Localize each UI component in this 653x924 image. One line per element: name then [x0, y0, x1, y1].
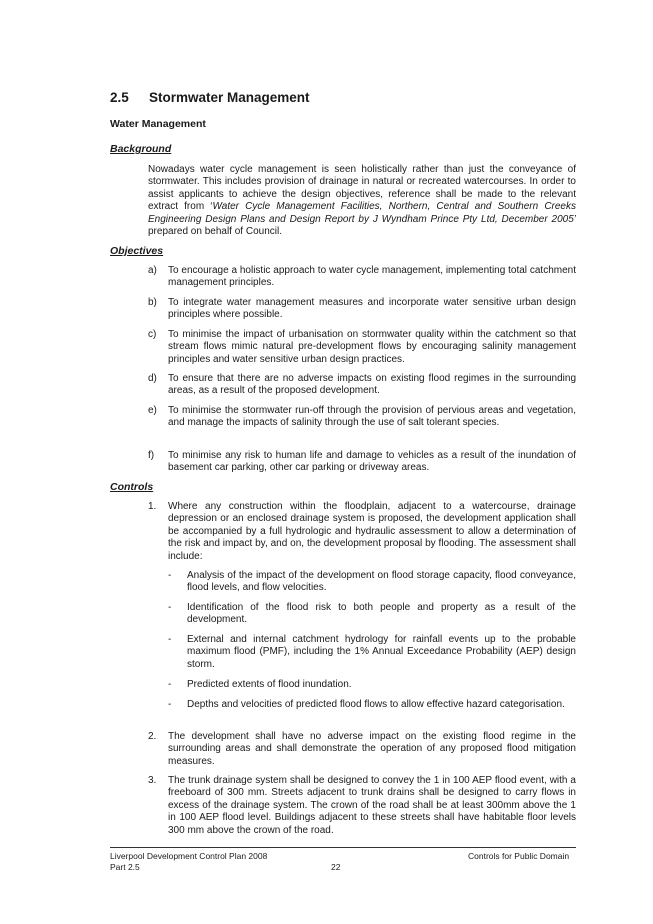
section-heading [110, 90, 310, 105]
control-text: The development shall have no adverse impact on the existing flood regime in the surrounding areas and shall demonstrate the operation of any proposed flood mitigation measures. [168, 731, 576, 767]
background-text-italic: Water Cycle Management Facilities, Northern, Central and Southern Creeks Engineering Design Plans and Design Report by J Wyndham Prince Pty Ltd, December 2005’ [148, 201, 576, 225]
objective-text: To minimise any risk to human life and damage to vehicles as a result of the inundation of basement car parking, other car parking or driveway areas. [168, 450, 576, 474]
objective-item-f [148, 450, 576, 475]
footer-page-number: 22 [331, 862, 341, 872]
objective-marker: b) [148, 297, 157, 308]
subitem-dash: - [168, 679, 172, 690]
control-item-3 [148, 775, 576, 837]
background-paragraph [148, 164, 576, 238]
subitem-text: Identification of the flood risk to both people and property as a result of the development. [187, 602, 576, 626]
subheading-water-management: Water Management [110, 118, 206, 130]
section-number: 2.5 [110, 90, 129, 105]
objectives-heading: Objectives [110, 245, 164, 257]
objective-text: To minimise the impact of urbanisation on stormwater quality within the catchment so that stream flows mimic natural pre-development flows by encouraging salinity management principles and water sensitive urban design practices. [168, 329, 576, 365]
objective-item-c [148, 329, 576, 366]
section-title: Stormwater Management [149, 90, 310, 105]
footer-divider [110, 847, 576, 848]
subitem-dash: - [168, 634, 172, 645]
background-text-after: prepared on behalf of Council. [148, 226, 282, 238]
subitem-dash: - [168, 570, 172, 581]
control-subitem [168, 634, 576, 671]
subitem-text: Analysis of the impact of the development on flood storage capacity, flood conveyance, flood levels, and flow velocities. [187, 570, 576, 594]
footer-section-name: Controls for Public Domain [468, 851, 570, 861]
objective-item-b [148, 297, 576, 322]
control-subitem [168, 699, 576, 711]
control-item-1 [148, 501, 576, 563]
objective-item-a [148, 265, 576, 290]
objective-text: To integrate water management measures and incorporate water sensitive urban design principles where possible. [168, 297, 576, 321]
subitem-text: External and internal catchment hydrology for rainfall events up to the probable maximum flood (PMF), including the 1% Annual Exceedance Probability (AEP) design storm. [187, 634, 576, 670]
controls-heading: Controls [110, 481, 154, 493]
control-marker: 3. [148, 775, 157, 786]
background-text-before: Nowadays water cycle management is seen holistically rather than just the conveyance of stormwater. This includes provision of drainage in natural or recreated watercourses. In order to assist applicants to achieve the design objectives, reference shall be made to the relevant extract from ‘ [148, 164, 576, 213]
control-subitem [168, 570, 576, 595]
objective-text: To minimise the stormwater run-off through the provision of pervious areas and vegetation, and manage the impacts of salinity through the use of salt tolerant species. [168, 405, 576, 429]
objective-marker: d) [148, 373, 157, 384]
subitem-dash: - [168, 699, 172, 710]
subitem-text: Predicted extents of flood inundation. [187, 679, 352, 690]
subitem-text: Depths and velocities of predicted flood flows to allow effective hazard categorisation. [187, 699, 565, 710]
control-text: Where any construction within the floodplain, adjacent to a watercourse, drainage depression or an enclosed drainage system is proposed, the development application shall be accompanied by a full hydrologic and hydraulic assessment to allow a determination of the risk and impact by, and on, the development proposal by flooding. The assessment shall include: [168, 501, 576, 562]
footer-document-title: Liverpool Development Control Plan 2008 [110, 851, 268, 861]
objective-text: To encourage a holistic approach to water cycle management, implementing total catchment management principles. [168, 265, 576, 289]
control-subitem [168, 679, 576, 691]
control-subitem [168, 602, 576, 627]
subitem-dash: - [168, 602, 172, 613]
control-marker: 2. [148, 731, 157, 742]
objective-marker: f) [148, 450, 155, 461]
objective-marker: e) [148, 405, 157, 416]
objective-item-e [148, 405, 576, 430]
control-item-2 [148, 731, 576, 768]
objective-marker: a) [148, 265, 157, 276]
objective-text: To ensure that there are no adverse impacts on existing flood regimes in the surrounding areas, as a result of the proposed development. [168, 373, 576, 397]
footer-part: Part 2.5 [110, 862, 140, 872]
control-marker: 1. [148, 501, 157, 512]
objective-item-d [148, 373, 576, 398]
objective-marker: c) [148, 329, 157, 340]
control-text: The trunk drainage system shall be designed to convey the 1 in 100 AEP flood event, with a freeboard of 300 mm. Streets adjacent to trunk drains shall be designed to carry flows in excess of the drainage system. The crown of the road shall be at least 300mm above the 1 in 100 AEP flood level. Buildings adjacent to these streets shall have habitable floor levels 300 mm above the crown of the road. [168, 775, 576, 836]
background-heading: Background [110, 143, 172, 155]
